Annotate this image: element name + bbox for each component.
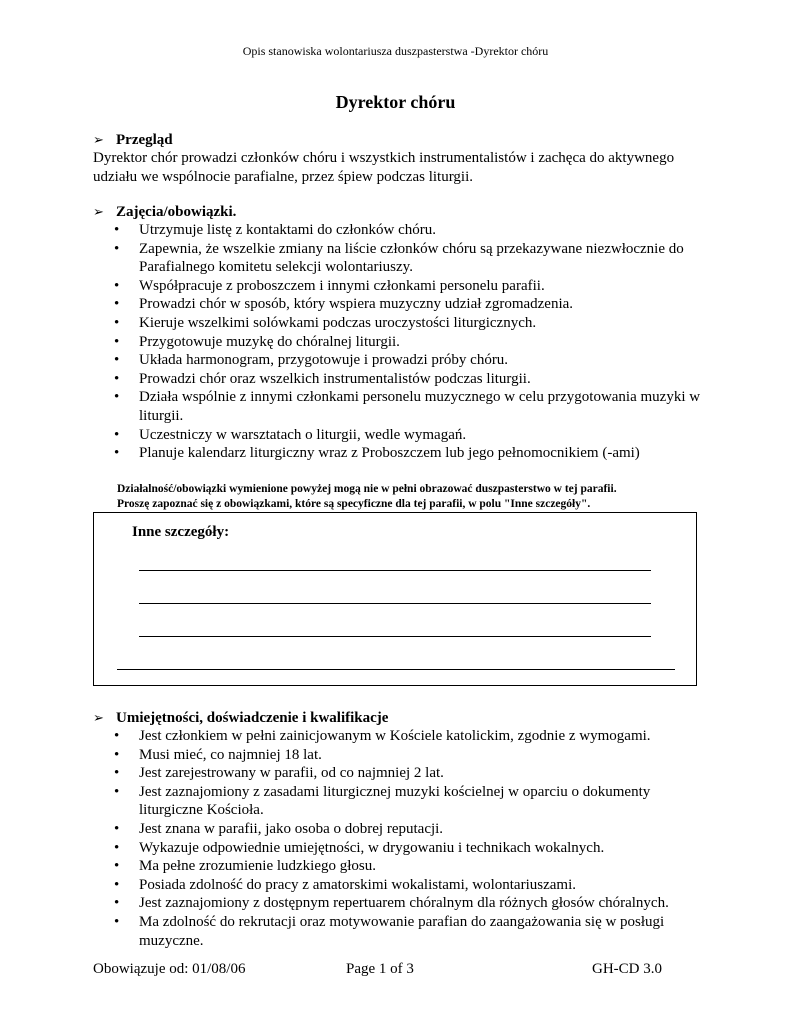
other-details-fill-line[interactable]: [139, 636, 651, 637]
overview-heading-label: Przegląd: [116, 131, 173, 148]
list-item: • Kieruje wszelkimi solówkami podczas uroczystości liturgicznych.: [93, 314, 703, 333]
skills-heading-label: Umiejętności, doświadczenie i kwalifikacje: [116, 709, 389, 726]
page-header: Opis stanowiska wolontariusza duszpasterstwa -Dyrektor chóru: [242, 44, 549, 58]
list-item: • Zapewnia, że wszelkie zmiany na liście członków chóru są przekazywane niezwłocznie do Parafialnego komitetu selekcji wolontariuszy.: [93, 240, 703, 277]
list-item: • Działa wspólnie z innymi członkami personelu muzycznego w celu przygotowania muzyki w liturgii.: [93, 388, 703, 425]
arrow-bullet-icon: ➢: [93, 204, 104, 219]
overview-text: [93, 149, 713, 187]
list-item: • Jest znana w parafii, jako osoba o dobrej reputacji.: [93, 820, 703, 839]
list-item: • Prowadzi chór w sposób, który wspiera muzyczny udział zgromadzenia.: [93, 295, 703, 314]
list-item: • Ma pełne zrozumienie ludzkiego głosu.: [93, 857, 703, 876]
skills-heading: [93, 709, 388, 727]
overview-text-line: Dyrektor chór prowadzi członków chóru i wszystkich instrumentalistów i zachęca do aktywnego: [93, 150, 675, 166]
skills-list: [93, 727, 703, 950]
duties-note: [117, 482, 737, 512]
other-details-heading: Inne szczegóły:: [132, 524, 230, 540]
list-item: • Wykazuje odpowiednie umiejętności, w drygowaniu i technikach wokalnych.: [93, 839, 703, 858]
duties-note-line: Działalność/obowiązki wymienione powyżej mogą nie w pełni obrazować duszpasterstwo w tej parafii.: [117, 483, 617, 495]
list-item: • Układa harmonogram, przygotowuje i prowadzi próby chóru.: [93, 351, 703, 370]
page-title: Dyrektor chóru: [335, 92, 456, 112]
list-item: • Uczestniczy w warsztatach o liturgii, wedle wymagań.: [93, 426, 703, 445]
list-item: • Musi mieć, co najmniej 18 lat.: [93, 746, 703, 765]
other-details-fill-line[interactable]: [139, 570, 651, 571]
list-item: • Planuje kalendarz liturgiczny wraz z Proboszczem lub jego pełnomocnikiem (-ami): [93, 444, 703, 463]
list-item: • Utrzymuje listę z kontaktami do członków chóru.: [93, 221, 703, 240]
list-item: • Jest zaznajomiony z zasadami liturgicznej muzyki kościelnej w oparciu o dokumenty liturgiczne Kościoła.: [93, 783, 703, 820]
footer-effective-date: Obowiązuje od: 01/08/06: [93, 961, 246, 977]
list-item: • Jest zaznajomiony z dostępnym repertuarem chóralnym dla różnych głosów chóralnych.: [93, 894, 703, 913]
list-item: • Współpracuje z proboszczem i innymi członkami personelu parafii.: [93, 277, 703, 296]
other-details-fill-line[interactable]: [117, 669, 675, 670]
duties-heading: [93, 203, 236, 221]
overview-text-line: udziału we wspólnocie parafialne, przez śpiew podczas liturgii.: [93, 169, 474, 185]
duties-heading-label: Zajęcia/obowiązki.: [116, 203, 237, 220]
list-item: • Posiada zdolność do pracy z amatorskimi wokalistami, wolontariuszami.: [93, 876, 703, 895]
list-item: • Przygotowuje muzykę do chóralnej liturgii.: [93, 333, 703, 352]
duties-note-line: Proszę zapoznać się z obowiązkami, które są specyficzne dla tej parafii, w polu "Inne szczegóły".: [117, 498, 591, 510]
other-details-fill-line[interactable]: [139, 603, 651, 604]
list-item: • Jest zarejestrowany w parafii, od co najmniej 2 lat.: [93, 764, 703, 783]
list-item: • Prowadzi chór oraz wszelkich instrumentalistów podczas liturgii.: [93, 370, 703, 389]
list-item: • Jest członkiem w pełni zainicjowanym w Kościele katolickim, zgodnie z wymogami.: [93, 727, 703, 746]
footer-page-number: Page 1 of 3: [346, 961, 414, 977]
arrow-bullet-icon: ➢: [93, 132, 104, 147]
duties-list: [93, 221, 703, 463]
arrow-bullet-icon: ➢: [93, 710, 104, 725]
list-item: • Ma zdolność do rekrutacji oraz motywowanie parafian do zaangażowania się w posługi muzyczne.: [93, 913, 703, 950]
footer-document-code: GH-CD 3.0: [592, 961, 662, 977]
overview-heading: [93, 131, 173, 149]
